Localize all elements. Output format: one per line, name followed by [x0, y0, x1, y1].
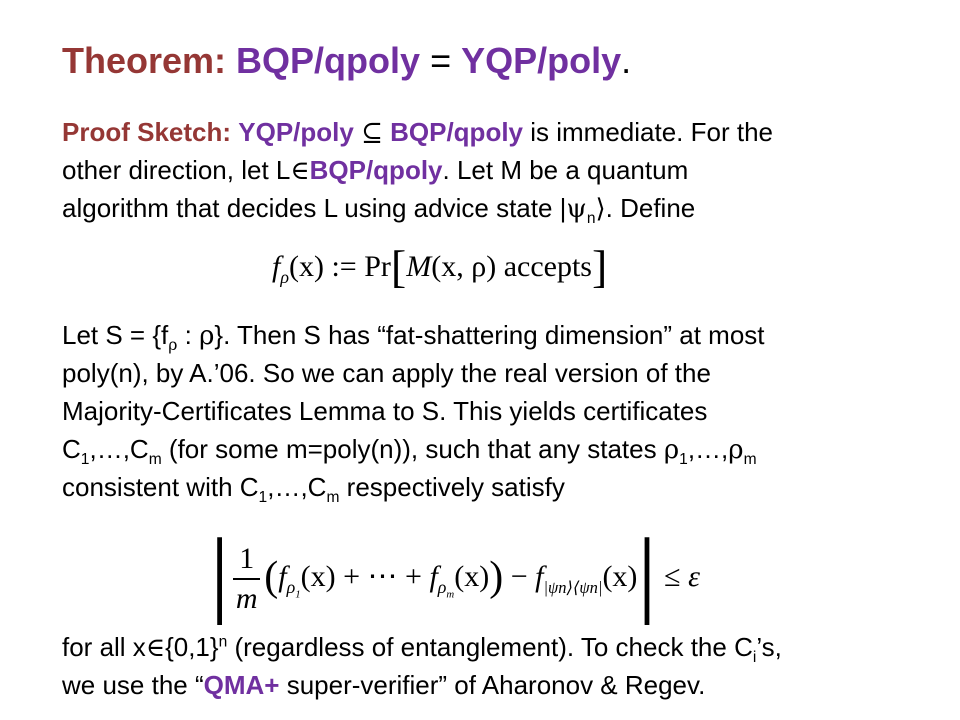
psi-symbol: ψ: [566, 194, 587, 224]
para2-line-3: Majority-Certificates Lemma to S. This yields certificates: [62, 396, 708, 426]
qma-plus-term: QMA+: [203, 670, 280, 700]
para2-l5-b: ,…,C: [267, 472, 327, 502]
para3-l1-b: (regardless of entanglement). To check the C: [227, 632, 753, 662]
proof-line-2-text: other direction, let L: [62, 155, 291, 185]
formula2-epsilon: ε: [688, 560, 700, 593]
formula2-f-psi: f: [535, 560, 544, 593]
para2-l1-b: :: [177, 320, 200, 350]
proof-line-1-rest: is immediate. For the: [523, 117, 773, 147]
formula1-x: (x): [288, 250, 324, 283]
formula2-numerator: 1: [233, 540, 260, 580]
para2-l4-rho: ρ: [663, 435, 680, 465]
para3-line-1: [62, 630, 782, 665]
title-yqp: YQP/poly: [461, 40, 622, 81]
para2-l4-a: C: [62, 434, 81, 464]
title-period: .: [621, 40, 632, 81]
yqp-term: YQP/poly: [238, 117, 354, 147]
formula2-right-bar: |: [637, 518, 657, 625]
slide-title: [62, 40, 631, 82]
proof-line-3-text: algorithm that decides L using advice state |: [62, 193, 567, 223]
para2-l4-c: (for some m=poly(n)), such that any states: [161, 434, 664, 464]
formula2-fm: f: [429, 560, 438, 593]
para2-l4-sub1: 1: [80, 451, 90, 469]
subset-symbol: ⊆: [361, 118, 383, 148]
proof-line-3-rest: ⟩. Define: [595, 193, 696, 223]
para3-sub-i: i: [752, 649, 757, 667]
psi-subscript: n: [586, 210, 596, 228]
para3-l2-a: we use the “: [62, 670, 204, 700]
proof-sketch-label: Proof Sketch:: [62, 117, 232, 147]
para2-line-1: [62, 318, 765, 353]
para2-l4-b: ,…,C: [89, 434, 149, 464]
para2-rho-sub: ρ: [168, 336, 178, 355]
bqp-term-2: BQP/qpoly: [309, 155, 443, 185]
title-equals: =: [420, 40, 462, 81]
formula1-accepts: accepts: [503, 250, 592, 283]
para3-element-of: ∈: [145, 633, 166, 663]
para3-l2-b: super-verifier” of Aharonov & Regev.: [279, 670, 706, 700]
para3-l1-c: ’s,: [756, 632, 782, 662]
formula2-rho1-sub: 1: [295, 588, 301, 601]
para2-line-4: [62, 432, 757, 467]
para3-l1-a: for all x: [62, 632, 146, 662]
formula2-f1: f: [278, 560, 287, 593]
formula2-x-psi: (x): [602, 560, 638, 593]
para2-line-5: [62, 470, 565, 507]
formula2-minus: −: [503, 560, 536, 593]
para2-l4-rho2: ρ: [728, 435, 744, 465]
proof-line-2-rest: . Let M be a quantum: [442, 155, 689, 185]
formula2-rhom: ρ: [437, 577, 447, 597]
proof-line-2: [62, 153, 688, 188]
formula2-xm: (x): [454, 560, 490, 593]
para2-l5-a: consistent with C: [62, 472, 259, 502]
para2-line-2: poly(n), by A.’06. So we can apply the real version of the: [62, 358, 711, 388]
formula1-M: M: [406, 250, 432, 283]
formula2-psi-projector: |ψn⟩⟨ψn|: [543, 578, 603, 597]
formula2-x1: (x): [300, 560, 336, 593]
formula2-rhom-sub: m: [446, 588, 455, 601]
formula2-leq: ≤: [664, 560, 681, 593]
para2-l5-c: respectively satisfy: [339, 472, 565, 502]
formula2-rho1: ρ: [286, 577, 296, 597]
element-of-symbol: ∈: [290, 156, 310, 186]
para2-l4-d: ,…,: [687, 434, 729, 464]
para2-rho: ρ: [199, 321, 215, 351]
para2-l5-sub1: 1: [258, 489, 268, 507]
para2-l4-sub1b: 1: [679, 451, 688, 469]
bqp-term: BQP/qpoly: [390, 117, 524, 147]
formula-f-rho: [272, 240, 607, 293]
formula1-right-bracket: ]: [591, 241, 608, 292]
para3-line-2: [62, 668, 705, 702]
formula1-left-bracket: [: [390, 241, 407, 292]
theorem-label: Theorem:: [62, 40, 227, 81]
proof-line-3: [62, 191, 695, 226]
formula-majority-bound: | $\frac{1}{m}$ ($f_{\rho_1}(x)$ + ⋯ + $f_{\rho_m}(x)) - f_{|\psi n⟩⟨\psi n|}(x)| \le \varepsilon$: [210, 518, 700, 625]
formula2-denominator: m: [235, 582, 258, 616]
para3-set: {0,1}: [165, 632, 219, 662]
para2-l1-c: }. Then S has “fat-shattering dimension” at most: [214, 320, 765, 350]
formula1-f: f: [272, 250, 281, 283]
para2-l4-subm: m: [148, 451, 162, 469]
formula1-args: (x, ρ): [431, 250, 497, 283]
formula2-left-bar: |: [210, 518, 230, 625]
title-bqp: BQP/qpoly: [236, 40, 421, 81]
proof-line-1: [62, 115, 773, 150]
para3-sup-n: n: [218, 633, 228, 651]
formula2-fraction: [233, 540, 260, 618]
para2-l1-a: Let S = {f: [62, 320, 169, 350]
para2-l5-subm: m: [326, 489, 340, 507]
formula1-assign: := Pr: [323, 250, 391, 283]
para2-l4-subm2: m: [743, 451, 757, 469]
formula2-plus-dots: + ⋯ +: [335, 560, 430, 593]
formula1-rho-sub: ρ: [280, 267, 289, 287]
